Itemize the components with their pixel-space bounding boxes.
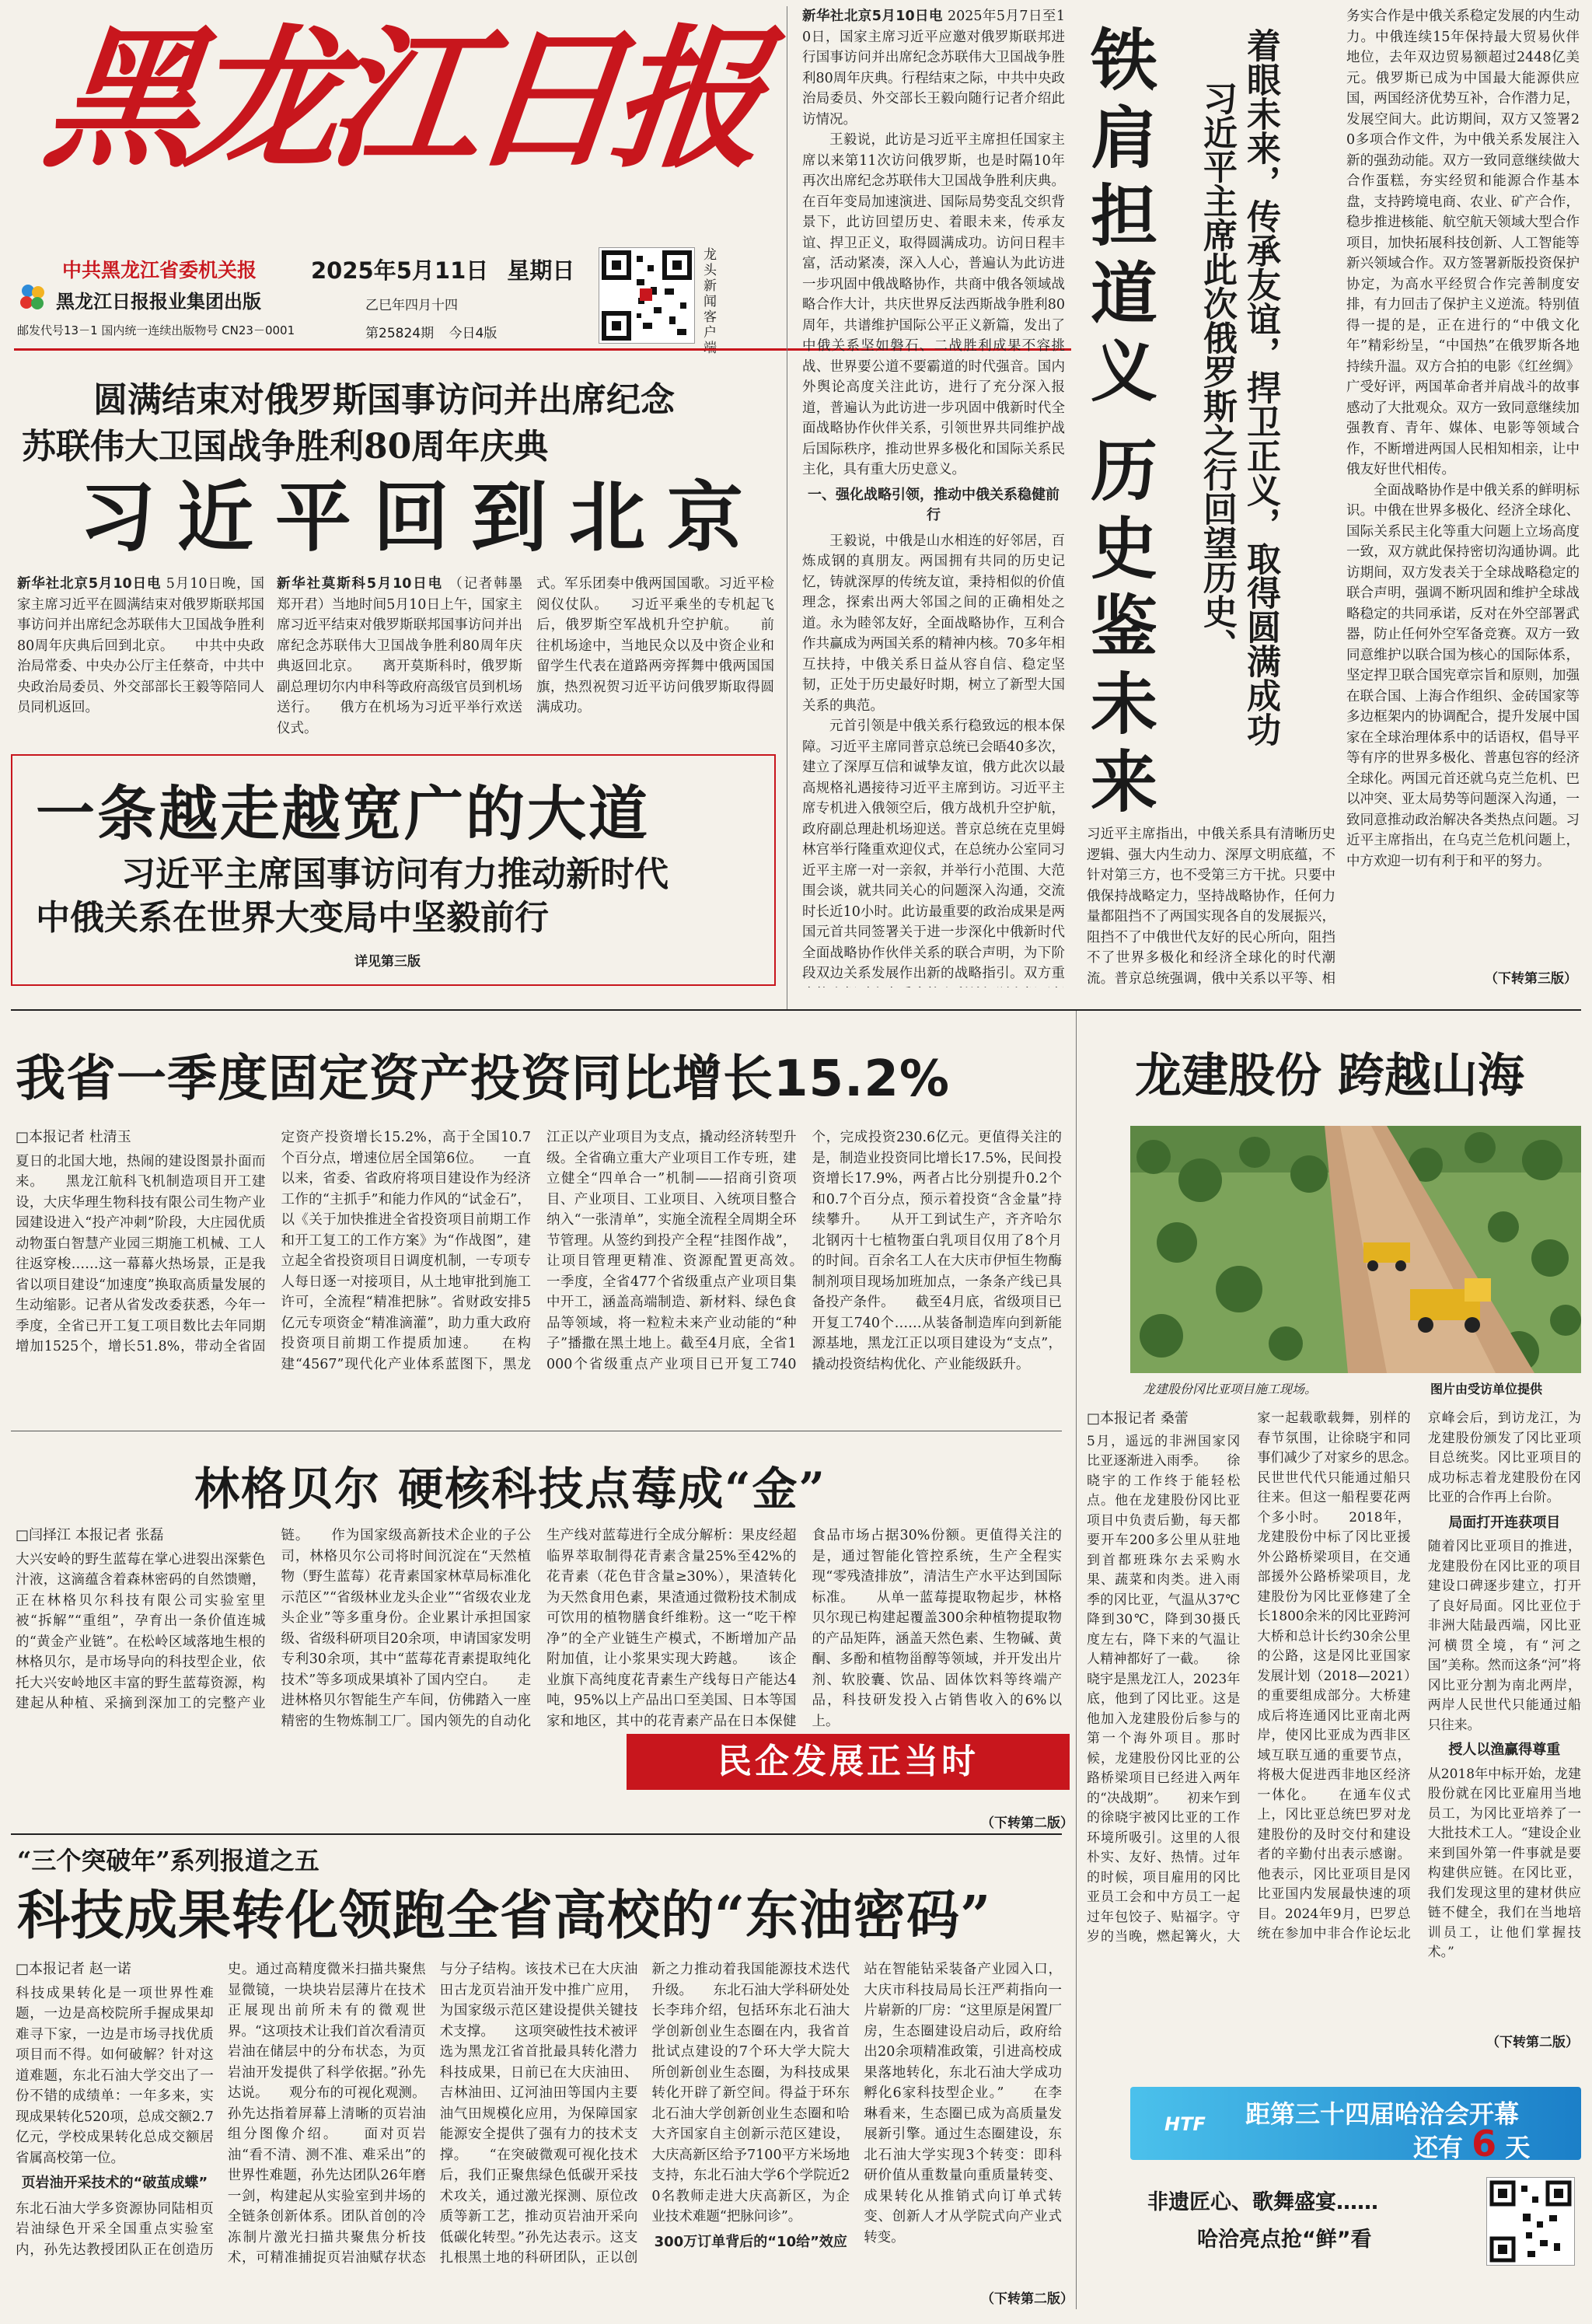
longjian-text-3: 从2018年中标开始，龙建股份就在冈比亚雇用当地员工，为冈比亚培养了一大批技术工人。“建设企业来到国外第一件事就是要构建供应链。在冈比亚，我们发现这里的建材供应链不健全，我们在当地培训员工，让他们掌握技术。”: [1427, 1766, 1581, 1960]
lead-headline[interactable]: 习近平回到北京: [79, 474, 766, 562]
longjian-text-1: 5月，遥远的非洲国家冈比亚逐渐进入雨季。 徐晓宇的工作终于能轻松点。他在龙建股份冈比亚项目中负责后勤，每天都要开车200多公里从驻地到首都班珠尔去采购水果、蔬菜和肉类。进入雨季的冈比亚，气温从37℃降到30℃，降到30摄氏度左右，降下来的气温让人精神都好了一截。 徐晓宇是黑龙江人，2023年底，他到了冈比亚。这是他加入龙建股份后参与的第一个海外项目。那时候，龙建股份冈比亚的公路桥梁项目已经进入两年的“决战期”。 初来乍到的徐晓宇被冈比亚的工作环境所吸引。这里的人很朴实、友好、热情。过年的时候，项目雇用的冈比亚员工会和中方员工一起过年包饺子、贴福字。守岁的当晚，燃起篝火，大家一起载歌载舞，别样的春节氛围，让徐晓宇和同事们减少了对家乡的思念。 民世世代代只能通过船只往来。但这一船程要花两个多小时。 2018年，龙建股份中标了冈比亚援外公路桥梁项目，在交通部援外公路桥梁项目，龙建股份为冈比亚修建了全长1800余米的冈比亚跨河大桥和总计长约30余公里的公路，这是冈比亚国家发展计划（2018—2021）的重要组成部分。大桥建成后将连通冈比亚南北两岸，使冈比亚成为西非区域互联互通的重要节点，将极大促进西非地区经济一体化。 在通车仪式上，冈比亚总统巴罗对龙建股份的及时交付和建设者的辛勤付出表示感谢。他表示，冈比亚项目是冈比亚国内发展最快速的项目。2024年9月，巴罗总统在参加中非合作论坛北京峰会后，到访龙江，为龙建股份颁发了冈比亚项目总统奖。冈比亚项目的成功标志着龙建股份在冈比亚的合作再上台阶。: [1087, 1410, 1581, 1945]
htf-logo: HTF: [1164, 2113, 1206, 2135]
fair-teaser-2[interactable]: 哈洽亮点抢“鲜”看: [1197, 2228, 1372, 2252]
pages-text: 今日4版: [449, 326, 498, 341]
lead-col-2: [277, 574, 522, 737]
issue-number: [365, 322, 497, 341]
commentary-col-b: [1087, 824, 1335, 986]
masthead-logo-text: 黑龙江日报: [37, 10, 764, 189]
oilfield-byline: □本报记者 赵一诺: [16, 1961, 131, 1977]
avenue-headline: 一条越走越宽广的大道: [36, 779, 650, 848]
lead-col-3: 式。军乐团奏中俄两国国歌。习近平检阅仪仗队。 习近平乘坐的专机起飞后，俄罗斯空军战机升空护航。 前往机场途中，当地民众以及中资企业和留学生代表在道路两旁挥舞中俄两国国旗，热烈祝贺习近平访问俄罗斯取得圆满成功。: [536, 576, 774, 715]
masthead-group: 黑龙江日报报业集团出版: [56, 291, 261, 313]
harbin-fair-ad[interactable]: [1130, 2087, 1581, 2165]
linggebeier-headline[interactable]: 林格贝尔 硬核科技点莓成“金”: [194, 1463, 826, 1515]
commentary-para-5: 习近平主席指出，中俄关系具有清晰历史逻辑、强大内生动力、深厚文明底蕴，不针对第三方，也不受第三方干扰。只要中俄保持战略定力，坚持战略协作，任何力量都阻挡不了两国实现各自的发展振兴，阻挡不了中俄世代友好的民心所向，阻挡不了世界多极化和经济全球化的时代潮流。普京总统强调，俄中关系以平等、相: [1087, 827, 1335, 986]
remaining-prefix: 还有: [1413, 2133, 1464, 2162]
photo-caption-text: 龙建股份冈比亚项目施工现场。: [1143, 1382, 1318, 1396]
lead-col-1: [17, 574, 264, 737]
lead-col-1-dateline: 新华社北京5月10日电: [17, 576, 162, 592]
construction-photo[interactable]: [1130, 1126, 1581, 1373]
oilfield-text-1: 科技成果转化是一项世界性难题，一边是高校院所手握成果却难寻下家，一边是市场寻找优质项目而不得。如何破解？针对这道难题，东北石油大学交出了一份不错的成绩单：一年多来，实现成果转化520项，总成交额2.7亿元，学校成果转化总成交额居省属高校第一位。: [16, 1985, 214, 2166]
commentary-continued[interactable]: （下转第三版）: [1485, 971, 1577, 987]
days-count: 6: [1472, 2123, 1497, 2165]
qr-code-icon[interactable]: [599, 247, 695, 344]
linggebeier-text: 大兴安岭的野生蓝莓在掌心进裂出深紫色汁液，这滴蕴含着森林密码的自然馈赠，正在林格贝尔科技有限公司实验室里被“拆解”“重组”，孕育出一条价值连城的“黄金产业链”。在松岭区域落地生根的林格贝尔，是市场导向的科技型企业，依托大兴安岭地区丰富的野生蓝莓资源，构建起从种植、采摘到深加工的完整产业链。 作为国家级高新技术企业的子公司，林格贝尔公司将时间沉淀在“天然植物（野生蓝莓）花青素国家林草局标准化示范区”“省级林业龙头企业”“省级农业龙头企业”等多重身份。企业累计承担国家级、省级科研项目20余项，申请国家发明专利30余项，其中“蓝莓花青素提取纯化技术”等多项成果填补了国内空白。 走进林格贝尔智能生产车间，仿佛踏入一座精密的生物炼制工厂。国内领先的自动化生产线对蓝莓进行全成分解析：果皮经超临界萃取制得花青素含量25%至42%的花青素（花色苷含量≥30%），果渣转化为天然食用色素，果渣通过微粉技术制成可饮用的植物膳食纤维粉。这一“吃干榨净”的全产业链生产模式，不断增加产品附加值，让小浆果实现大跨越。 该企业旗下高纯度花青素生产线每日产能达4吨，95%以上产品出口至美国、日本等国家和地区，其中的花青素产品在日本保健食品市场占据30%份额。更值得关注的是，通过智能化管控系统，生产全程实现“零残渣排放”，清洁生产水平达到国际标准。 从单一蓝莓提取物起步，林格贝尔现已构建起覆盖300余种植物提取物的产品矩阵，涵盖天然色素、生物碱、黄酮、多酚和植物甾醇等领域，并开发出片剂、软胶囊、饮品、固体饮料等终端产品，科技研发投入占销售收入的6%以上。: [16, 1528, 1062, 1729]
qr-label: 龙头新闻客户: [703, 247, 717, 341]
lead-col-1-text: 5月10日晚，国家主席习近平在圆满结束对俄罗斯联邦国事访问并出席纪念苏联伟大卫国战争胜利80周年庆典后回到北京。 中共中央政治局常委、中央办公厅主任蔡奇，中共中央政治局委员、外交部部长王毅等陪同人员同机返回。: [17, 576, 264, 715]
photo-caption: [1143, 1379, 1317, 1397]
lead-col-2-dateline: 新华社莫斯科5月10日电: [277, 576, 443, 592]
feature-sub-1: 着眼未来，传承友谊，捍卫正义，取得圆满成功: [1241, 28, 1280, 746]
investment-text: 夏日的北国大地，热闹的建设图景扑面而来。 黑龙江航科飞机制造项目开工建设，大庆华理生物科技有限公司生物产业园建设进入“投产冲刺”阶段，大庄园优质动物蛋白智慧产业园三期施工机械、工人往返穿梭……这一幕幕火热场景，正是我省以项目建设“加速度”换取高质量发展的生动缩影。记者从省发改委获悉，今年一季度，全省已开工复工项目数比去年同期增加1525个，增长51.8%，带动全省固定资产投资增长15.2%，高于全国10.7个百分点，增速位居全国第6位。 一直以来，省委、省政府将项目建设作为经济工作的“主抓手”和能力作风的“试金石”，以《关于加快推进全省投资项目前期工作和开工复工的工作方案》为“作战图”，建立起全省投资项目日调度机制，一专项专人每日逐一对接项目，从土地审批到施工许可，全流程“精准把脉”。省财政安排5亿元专项资金“精准滴灌”，助力重大政府投资项目前期工作提质加速。 在构建“4567”现代化产业体系蓝图下，黑龙江正以产业项目为支点，撬动经济转型升级。全省确立重大产业项目工作专班，建立健全“四单合一”机制——招商引资项目、产业项目、工业项目、入统项目整合纳入“一张清单”，实施全流程全周期全环节管理。从签约到投产全程“挂图作战”，让项目管理更精准、资源配置更高效。 一季度，全省477个省级重点产业项目集中开工，涵盖高端制造、新材料、绿色食品等领域，将一粒粒未来产业动能的“种子”播撒在黑土地上。截至4月底，全省1000个省级重点产业项目已开复工740个，完成投资230.6亿元。更值得关注的是，制造业投资同比增长17.5%，民间投资增长17.9%，两者占比分别提升0.2个和0.7个百分点，预示着投资“含金量”持续攀升。 从开工到试生产，齐齐哈尔北钢丙十七植物蛋白乳项目仅用了8个月的时间。百余名工人在大庆市伊恒生物酶制剂项目现场加班加点，一条条产线已具备投产条件。 截至4月底，省级项目已开复工740个……从装备制造库向到新能源基地，黑龙江正以项目建设为“支点”，撬动投资结构优化、产业能级跃升。: [16, 1130, 1062, 1372]
photo-credit: 图片由受访单位提供: [1430, 1382, 1543, 1396]
masthead-postal: 邮发代号13－1 国内统一连续出版物号 CN23－0001: [17, 323, 295, 337]
weekday-text: 星期日: [507, 257, 575, 284]
longjian-body: [1087, 1409, 1581, 2113]
commentary-para-7: 全面战略协作是中俄关系的鲜明标识。中俄在世界多极化、经济全球化、国际关系民主化等重大问题上立场高度一致，双方就此保持密切沟通协调。此访期间，双方发表关于全球战略稳定的联合声明，强调不断巩固和维护全球战略稳定的共同承诺，反对在外空部署武器，防止任何外空军备竞赛。双方一致同意维护以联合国为核心的国际体系，坚定捍卫联合国宪章宗旨和原则，加强在联合国、上海合作组织、金砖国家等多边框架内的协调配合，提升发展中国家在全球治理体系中的话语权，倡导平等有序的世界多极化、普惠包容的经济全球化。两国元首还就乌克兰危机、巴以冲突、亚太局势等问题深入沟通，一致同意推动政治解决各类热点问题。习近平主席指出，在乌克兰危机问题上，中方欢迎一切有利于和平的努力。: [1346, 482, 1580, 869]
masthead-org: 中共黑龙江省委机关报: [62, 259, 257, 281]
date-text: 2025年5月11日: [311, 257, 489, 284]
lead-col-2-text: （记者韩墨 郑开君）当地时间5月10日上午，国家主席习近平结束对俄罗斯联邦国事访问并出席纪念苏联伟大卫国战争胜利80周年庆典返回北京。 离开莫斯科时，俄罗斯副总理切尔内申科等政府高级官员到机场送行。 俄方在机场为习近平举行欢送仪式。: [277, 576, 522, 736]
longjian-continued[interactable]: （下转第二版）: [1486, 2035, 1579, 2050]
oilfield-kicker: “三个突破年”系列报道之五: [17, 1846, 319, 1875]
oilfield-headline[interactable]: 科技成果转化领跑全省高校的“东油密码”: [17, 1885, 992, 1947]
investment-byline: □本报记者 杜清玉: [16, 1129, 131, 1145]
fair-countdown-text: 距第三十四届哈洽会开幕: [1245, 2099, 1520, 2129]
commentary-col-c: [1346, 6, 1580, 964]
masthead-date: [311, 253, 574, 285]
longjian-subhead-1: 局面打开连获项目: [1448, 1514, 1561, 1531]
fair-qr-code-icon[interactable]: [1486, 2177, 1575, 2266]
avenue-box[interactable]: [11, 754, 776, 986]
fair-teaser-1[interactable]: 非遗匠心、歌舞盛宴……: [1147, 2190, 1378, 2214]
commentary-para-6: 务实合作是中俄关系稳定发展的内生动力。中俄连续15年保持最大贸易伙伴地位，去年双边贸易额超过2448亿美元。俄罗斯已成为中国最大能源供应国，两国经济优势互补，合作潜力足，发展空间大。此访期间，双方又签署20多项合作文件，为中俄关系发展注入新的强劲动能。双方一致同意继续做大合作蛋糕，夯实经贸和能源合作基本盘，支持跨境电商、农业、矿产合作，稳步推进核能、航空航天领域大型合作项目，加快拓展科技创新、人工智能等新兴领域合作。双方签署新版投资保护协定，为高水平经贸合作完善制度安排，有力回击了保护主义逆流。特别值得一提的是，正在进行的“中俄文化年”精彩纷呈，“中国热”在俄罗斯各地持续升温。双方合拍的电影《红丝绸》广受好评，两国革命者并肩战斗的故事感动了大批观众。双方一致同意继续加强教育、青年、媒体、电影等领域合作，不断增进两国人民相知相亲，让中俄友好世代相传。: [1346, 9, 1580, 477]
feature-title-2[interactable]: 历史鉴未来: [1079, 435, 1157, 824]
lead-intro-line-1: 圆满结束对俄罗斯国事访问并出席纪念: [93, 380, 675, 420]
longjian-headline[interactable]: 龙建股份 跨越山海: [1135, 1049, 1524, 1103]
commentary-para-4: 元首引领是中俄关系行稳致远的根本保障。习近平主席同普京总统已会晤40多次，建立了深厚互信和诚挚友谊，俄方此次以最高规格礼遇接待习近平主席到访。习近平主席专机进入俄领空后，俄方战机升空护航，政府副总理赴机场迎送。普京总统在克里姆林宫举行隆重欢迎仪式，在总统办公室同习近平主席一对一亲叙，并举行小范围、大范围会谈，就共同关心的问题深入沟通，交流时长近10小时。此访最重要的政治成果是两国元首共同签署关于进一步深化中俄新时代全面战略协作伙伴关系的联合声明，为下阶段双边关系发展作出新的战略指引。双方重: [802, 718, 1065, 981]
lunar-date: 乙巳年四月十四: [365, 298, 458, 313]
linggebeier-byline: □闫择江 本报记者 张磊: [16, 1527, 164, 1543]
feature-title-1[interactable]: 铁肩担道义: [1079, 25, 1157, 414]
oilfield-text-3: 站在智能钻采装备产业园入口，大庆市科技局局长汪严莉指向一片崭新的厂房：“这里原是闲置厂房，生态圈建设启动后，政府给出20余项精准政策，引进高校成果落地转化，东北石油大学成功孵化6家科技型企业。” 在李琳看来，生态圈已成为高质量发展新引擎。通过生态圈建设，东北石油大学实现3个转变：即科研价值从重数量向重质量转变、成果转化从推销式向订单式转变、创新人才从学院式向产业式转变。: [864, 1962, 1062, 2245]
section-rule-1: [11, 1009, 1581, 1011]
masthead-logo: [37, 10, 764, 193]
commentary-subhead: 一、强化战略引领，推动中俄关系稳健前行: [808, 486, 1060, 523]
commentary-para-2: 王毅说，此访是习近平主席担任国家主席以来第11次访问俄罗斯，也是时隔10年再次出席纪念苏联伟大卫国战争胜利庆典。在百年变局加速演进、国际局势变乱交织背景下，此访回望历史、着眼未来，传承友谊、捍卫正义，取得圆满成功。访问日程丰富，活动紧凑，深入人心，普遍认为此访进一步巩固中俄战略协作，共商中俄各领域战略合作大计，共庆世界反法西斯战争胜利80周年，共谱维护国际公平正义新篇，发出了中俄关系坚如磐石、二战胜利成果不容挑战、世界要公道不要霸道的时代强音。国内外舆论高度关注此访，进行了充分深入报道，普遍认为此访进一步巩固中俄新时代全面战略协作伙伴关系，引领世界共同维护战后国际秩序，推动世界多极化和国际关系民主化，具有重大历史意义。: [802, 132, 1065, 477]
private-enterprise-banner[interactable]: [627, 1734, 1070, 1790]
group-logo-icon: [17, 281, 48, 313]
oilfield-subhead-1: 页岩油开采技术的“破茧成蝶”: [21, 2175, 208, 2191]
longjian-text-2: 随着冈比亚项目的推进，龙建股份在冈比亚的项目建设口碑逐步建立，打开了良好局面。冈比亚位于非洲大陆最西端，冈比亚河横贯全境，有“河之国”美称。然而这条“河”将冈比亚分割为南北两岸，两岸人民世代只能通过船只往来。: [1427, 1539, 1581, 1733]
investment-body: [16, 1127, 1062, 1423]
avenue-see-page[interactable]: 详见第三版: [354, 954, 421, 970]
commentary-para-3: 王毅说，中俄是山水相连的好邻居，百炼成钢的真朋友。两国拥有共同的历史记忆，铸就深厚的传统友谊，秉持相似的价值理念，探索出两大邻国之间的正确相处之道。永为睦邻友好，全面战略协作，互利合作共赢成为两国关系的精神内核。70多年相互扶持，中俄关系日益从容自信、稳定坚韧，正处于历史最好时期，树立了新型大国关系的典范。: [802, 533, 1065, 714]
oilfield-body: [16, 1959, 1062, 2286]
section-rule-3: [11, 1833, 1062, 1835]
days-unit: 天: [1505, 2133, 1531, 2162]
lead-intro-line-2: 苏联伟大卫国战争胜利80周年庆典: [22, 427, 549, 467]
col-divider-right: [1076, 1011, 1077, 2309]
banner-text: 民企发展正当时: [717, 1742, 979, 1781]
commentary-dateline: 新华社北京5月10日电: [802, 9, 943, 24]
longjian-subhead-2: 授人以渔赢得尊重: [1448, 1742, 1561, 1758]
fair-remaining: [1413, 2123, 1530, 2165]
issue-text: 第25824期: [365, 326, 435, 341]
investment-headline[interactable]: 我省一季度固定资产投资同比增长15.2%: [16, 1050, 951, 1108]
linggebeier-continued[interactable]: （下转第二版）: [981, 1816, 1074, 1831]
commentary-col-a: [802, 6, 1065, 987]
avenue-sub-2: 中俄关系在世界大变局中坚毅前行: [36, 898, 549, 938]
oilfield-subhead-2: 300万订单背后的“10给”效应: [654, 2233, 847, 2250]
oilfield-text-2: 东北石油大学多资源协同陆相页岩油绿色开采全国重点实验室内，孙先达教授团队正在创造历史。通过高精度微米扫描共聚焦显微镜，一块块岩层薄片在技术正展现出前所未有的微观世界。“这项技术让我们首次看清页岩油在储层中的分布状态，为页岩油开发提供了科学依据。”孙先达说。 观分布的可视化观测。孙先达指着屏幕上清晰的页岩油组分图像介绍。 面对页岩油“看不清、测不准、难采出”的世界性难题，孙先达团队26年磨一剑，构建起从实验室到井场的全链条创新体系。团队首创的冷冻制片激光扫描共聚焦分析技术，可精准捕捉页岩油赋存状态与分子结构。该技术已在大庆油田古龙页岩油开发中推广应用，为国家级示范区建设提供关键技术支撑。 这项突破性技术被评选为黑龙江省首批最具转化潜力科技成果，日前已在大庆油田、吉林油田、辽河油田等国内主要油气田规模化应用，为保障国家能源安全提供了强有力的技术支撑。 “在突破微观可视化技术后，我们正聚焦绿色低碳开采技术攻关，通过激光探测、原位改质等新工艺，推动页岩油开采向低碳化转型。”孙先达表示。这支扎根黑土地的科研团队，正以创新之力推动着我国能源技术迭代升级。 东北石油大学科研处处长李玮介绍，包括环东北石油大学创新创业生态圈在内，我省首批试点建设的7个环大学大院大所创新创业生态圈，为科技成果转化开辟了新空间。得益于环东北石油大学创新创业生态圈和哈大齐国家自主创新示范区建设，大庆高新区给予7100平方米场地支持，东北石油大学6个学院近20名教师走进大庆高新区，为企业技术难题“把脉问诊”。: [16, 1962, 850, 2266]
oilfield-continued[interactable]: （下转第二版）: [981, 2291, 1074, 2307]
longjian-byline: □本报记者 桑蕾: [1087, 1410, 1189, 1427]
feature-sub-2: 习近平主席此次俄罗斯之行回望历史、: [1197, 81, 1237, 662]
avenue-sub-1: 习近平主席国事访问有力推动新时代: [121, 854, 669, 894]
commentary-para-1: 2025年5月7日至10日，国家主席习近平应邀对俄罗斯联邦进行国事访问并出席纪念苏联伟大卫国战争胜利80周年庆典。行程结束之际，中共中央政治局委员、外交部长王毅向随行记者介绍此访情况。: [802, 9, 1065, 128]
